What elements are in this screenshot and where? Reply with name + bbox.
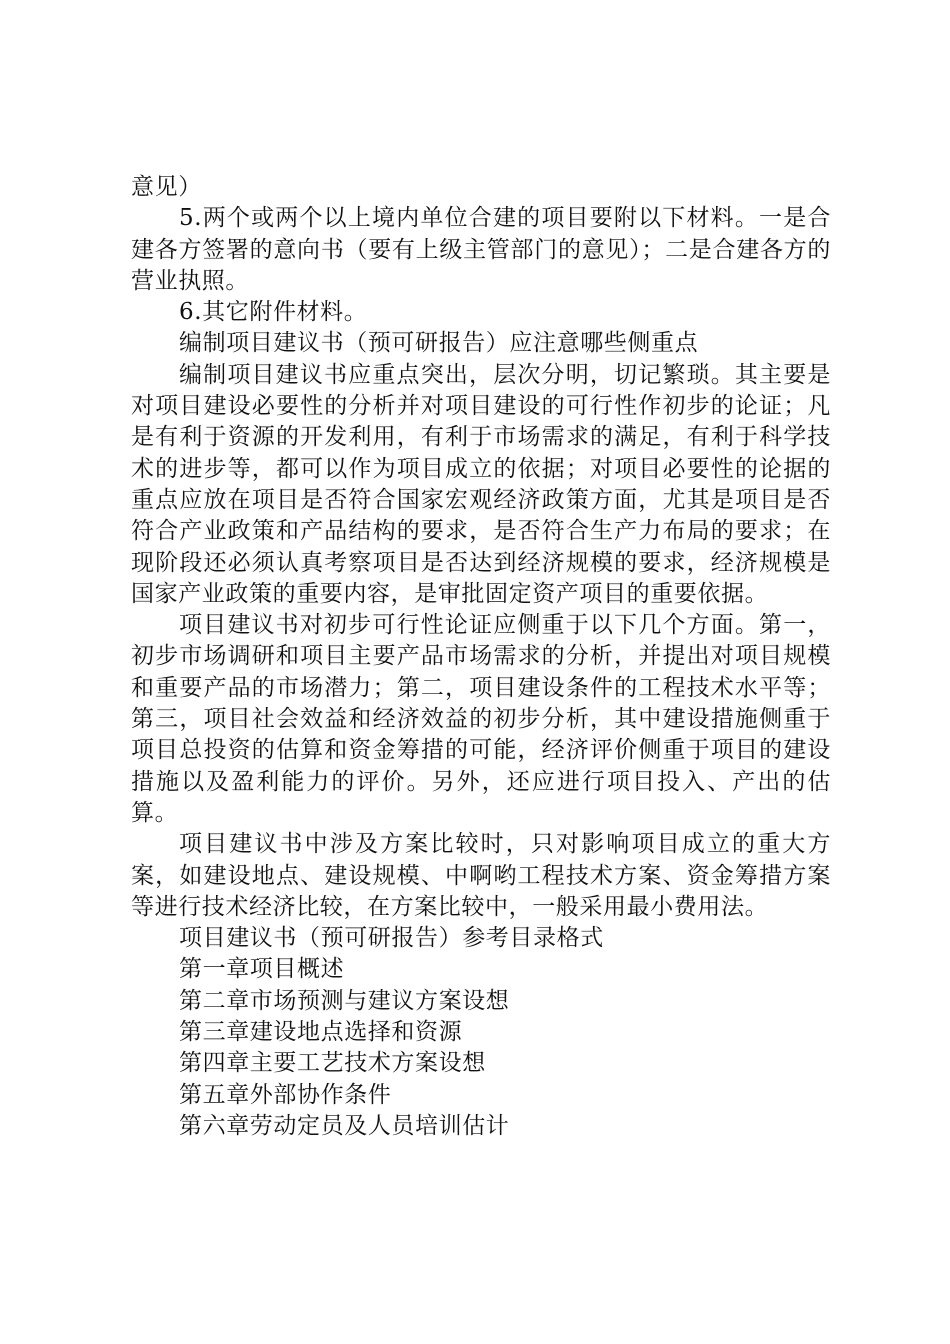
toc-item-chapter-3: 第三章建设地点选择和资源 [179,1019,463,1046]
paragraph-feasibility-aspects: 项目建议书对初步可行性论证应侧重于以下几个方面。第一，初步市场调研和项目主要产品市场需求的分析，并提出对项目规模和重要产品的市场潜力；第二，项目建设条件的工程技术水平等；第三，项目社会效益和经济效益的初步分析，其中建设措施侧重于项目总投资的估算和资金筹措的可能，经济评价侧重于项目的建设措施以及盈利能力的评价。另外，还应进行项目投入、产出的估算。 [131,612,831,826]
paragraph-item-5: 5.两个或两个以上境内单位合建的项目要附以下材料。一是合建各方签署的意向书（要有上级主管部门的意见）；二是合建各方的营业执照。 [131,205,831,294]
toc-item-chapter-2: 第二章市场预测与建议方案设想 [179,987,510,1014]
paragraph-item-6: 6.其它附件材料。 [179,299,368,326]
toc-item-chapter-4: 第四章主要工艺技术方案设想 [179,1050,486,1077]
section-heading-focus: 编制项目建议书（预可研报告）应注意哪些侧重点 [179,330,699,357]
paragraph-focus-intro: 编制项目建议书应重点突出，层次分明，切记繁琐。其主要是对项目建设必要性的分析并对项目建设的可行性作初步的论证；凡是有利于资源的开发利用，有利于市场需求的满足，有利于科学技术的进步等，都可以作为项目成立的依据；对项目必要性的论据的重点应放在项目是否符合国家宏观经济政策方面，尤其是项目是否符合产业政策和产品结构的要求，是否符合生产力布局的要求；在现阶段还必须认真考察项目是否达到经济规模的要求，经济规模是国家产业政策的重要内容，是审批固定资产项目的重要依据。 [131,361,831,607]
paragraph-scheme-comparison: 项目建议书中涉及方案比较时，只对影响项目成立的重大方案，如建设地点、建设规模、中啊哟工程技术方案、资金筹措方案等进行技术经济比较，在方案比较中，一般采用最小费用法。 [131,831,831,920]
toc-item-chapter-1: 第一章项目概述 [179,956,345,983]
section-heading-toc: 项目建议书（预可研报告）参考目录格式 [179,925,604,952]
toc-item-chapter-5: 第五章外部协作条件 [179,1081,392,1108]
paragraph-continuation: 意见） [131,174,202,200]
toc-item-chapter-6: 第六章劳动定员及人员培训估计 [179,1112,510,1139]
document-body [131,172,831,1142]
